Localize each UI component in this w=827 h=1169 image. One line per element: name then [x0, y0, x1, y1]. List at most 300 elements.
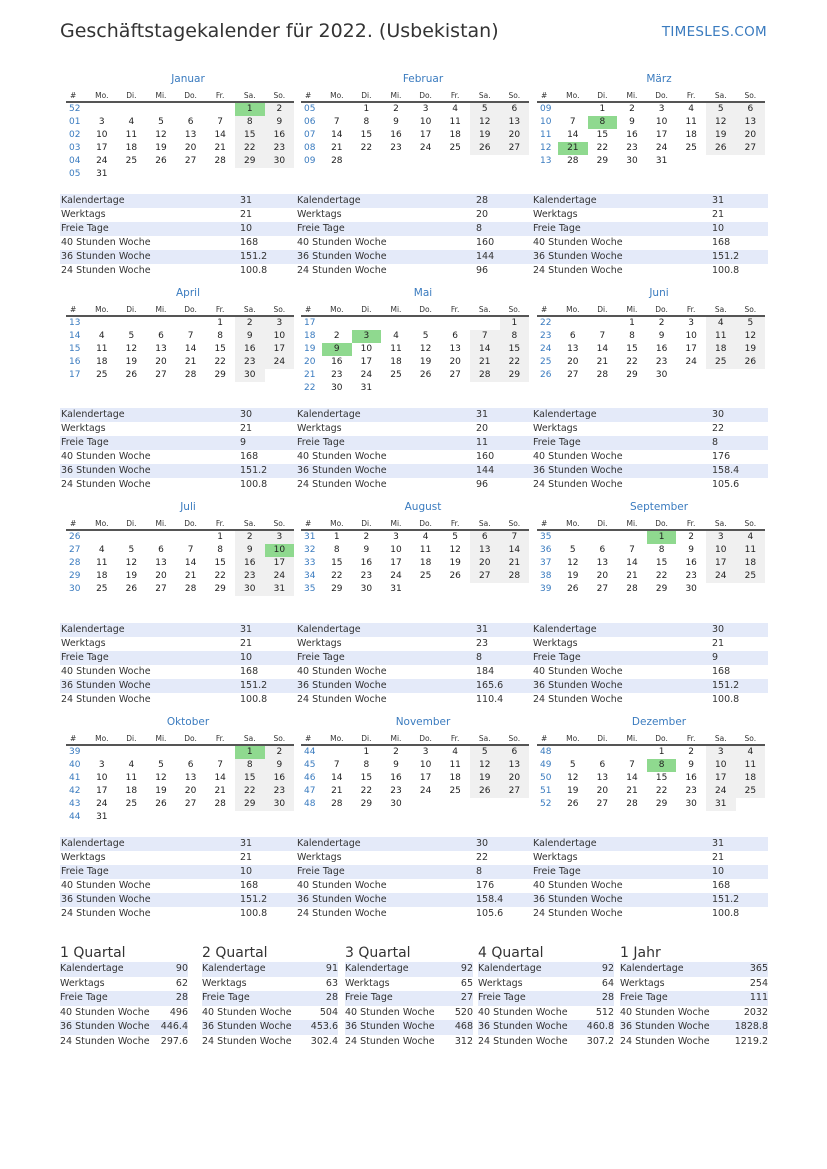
day-cell[interactable]: 12 [419, 344, 432, 354]
day-cell[interactable]: 21 [331, 786, 343, 796]
day-cell[interactable]: 21 [626, 571, 638, 581]
day-cell[interactable]: 16 [265, 129, 295, 142]
day-cell[interactable]: 10 [265, 544, 295, 557]
day-cell[interactable]: 28 [470, 369, 500, 382]
day-cell[interactable]: 2 [629, 104, 635, 114]
day-cell[interactable]: 1 [363, 747, 370, 757]
day-cell[interactable]: 21 [184, 357, 197, 367]
day-cell[interactable]: 5 [452, 532, 459, 542]
day-cell[interactable]: 28 [626, 584, 638, 594]
day-cell[interactable]: 4 [452, 747, 459, 757]
day-cell[interactable]: 13 [736, 116, 766, 129]
day-cell[interactable]: 20 [500, 129, 530, 142]
day-cell[interactable]: 7 [217, 760, 224, 770]
day-cell[interactable]: 11 [736, 544, 766, 557]
day-cell[interactable]: 14 [214, 130, 226, 140]
day-cell[interactable]: 27 [596, 584, 609, 594]
day-cell[interactable]: 26 [470, 142, 500, 155]
day-cell[interactable]: 22 [235, 785, 265, 798]
day-cell[interactable]: 15 [331, 558, 343, 568]
day-cell[interactable]: 10 [96, 773, 108, 783]
day-cell[interactable]: 29 [214, 584, 226, 594]
day-cell[interactable]: 22 [235, 142, 265, 155]
day-cell[interactable]: 29 [331, 584, 343, 594]
day-cell[interactable]: 27 [500, 142, 530, 155]
day-cell[interactable]: 14 [500, 544, 530, 557]
day-cell[interactable]: 23 [331, 370, 343, 380]
day-cell[interactable]: 26 [125, 370, 138, 380]
day-cell[interactable]: 2 [658, 318, 665, 328]
day-cell[interactable]: 31 [96, 812, 108, 822]
day-cell[interactable]: 28 [500, 570, 530, 583]
day-cell[interactable]: 15 [214, 558, 226, 568]
day-cell[interactable]: 25 [96, 584, 108, 594]
day-cell[interactable]: 24 [706, 570, 736, 583]
day-cell[interactable]: 27 [184, 156, 197, 166]
day-cell[interactable]: 5 [569, 545, 576, 555]
day-cell[interactable]: 11 [390, 344, 402, 354]
day-cell[interactable]: 7 [500, 531, 530, 544]
day-cell[interactable]: 28 [626, 799, 638, 809]
day-cell[interactable]: 12 [567, 773, 579, 783]
day-cell[interactable]: 25 [449, 143, 461, 153]
day-cell[interactable]: 6 [187, 117, 194, 127]
day-cell[interactable]: 9 [658, 331, 665, 341]
day-cell[interactable]: 1 [235, 746, 265, 759]
day-cell[interactable]: 29 [214, 370, 226, 380]
day-cell[interactable]: 9 [393, 117, 399, 127]
day-cell[interactable]: 23 [265, 142, 295, 155]
day-cell[interactable]: 11 [125, 130, 138, 140]
day-cell[interactable]: 16 [390, 130, 402, 140]
day-cell[interactable]: 17 [265, 343, 295, 356]
day-cell[interactable]: 3 [265, 317, 295, 330]
day-cell[interactable]: 25 [419, 571, 432, 581]
day-cell[interactable]: 21 [596, 357, 609, 367]
day-cell[interactable]: 26 [155, 156, 167, 166]
day-cell[interactable]: 30 [265, 798, 295, 811]
day-cell[interactable]: 17 [96, 786, 108, 796]
day-cell[interactable]: 6 [736, 103, 766, 116]
day-cell[interactable]: 10 [390, 545, 402, 555]
day-cell[interactable]: 17 [655, 130, 668, 140]
day-cell[interactable]: 21 [214, 143, 226, 153]
day-cell[interactable]: 14 [596, 344, 609, 354]
day-cell[interactable]: 5 [706, 103, 736, 116]
day-cell[interactable]: 7 [187, 331, 194, 341]
day-cell[interactable]: 26 [567, 584, 579, 594]
day-cell[interactable]: 30 [235, 369, 265, 382]
day-cell[interactable]: 4 [736, 531, 766, 544]
day-cell[interactable]: 27 [596, 799, 609, 809]
day-cell[interactable]: 3 [98, 760, 105, 770]
day-cell[interactable]: 24 [419, 143, 432, 153]
day-cell[interactable]: 28 [214, 799, 226, 809]
brand-logo[interactable]: TIMESLES.COM [661, 24, 767, 40]
day-cell[interactable]: 4 [98, 331, 105, 341]
day-cell[interactable]: 27 [736, 142, 766, 155]
day-cell[interactable]: 15 [360, 130, 373, 140]
day-cell[interactable]: 31 [706, 798, 736, 811]
day-cell[interactable]: 14 [567, 130, 579, 140]
day-cell[interactable]: 7 [187, 545, 194, 555]
day-cell[interactable]: 21 [626, 786, 638, 796]
day-cell[interactable]: 17 [685, 344, 697, 354]
day-cell[interactable]: 31 [265, 583, 295, 596]
day-cell[interactable]: 30 [685, 584, 697, 594]
day-cell[interactable]: 30 [626, 156, 638, 166]
day-cell[interactable]: 3 [265, 531, 295, 544]
day-cell[interactable]: 24 [265, 356, 295, 369]
day-cell[interactable]: 27 [184, 799, 197, 809]
day-cell[interactable]: 3 [352, 330, 382, 343]
day-cell[interactable]: 8 [235, 116, 265, 129]
day-cell[interactable]: 1 [235, 103, 265, 116]
day-cell[interactable]: 13 [184, 773, 197, 783]
day-cell[interactable]: 15 [235, 129, 265, 142]
day-cell[interactable]: 20 [736, 129, 766, 142]
day-cell[interactable]: 23 [685, 571, 697, 581]
day-cell[interactable]: 26 [155, 799, 167, 809]
day-cell[interactable]: 7 [629, 545, 635, 555]
day-cell[interactable]: 8 [500, 330, 530, 343]
day-cell[interactable]: 1 [333, 532, 340, 542]
day-cell[interactable]: 9 [629, 117, 635, 127]
day-cell[interactable]: 12 [470, 759, 500, 772]
day-cell[interactable]: 11 [449, 760, 461, 770]
day-cell[interactable]: 13 [500, 116, 530, 129]
day-cell[interactable]: 11 [96, 344, 108, 354]
day-cell[interactable]: 11 [125, 773, 138, 783]
day-cell[interactable]: 2 [393, 104, 399, 114]
day-cell[interactable]: 6 [569, 331, 576, 341]
day-cell[interactable]: 7 [470, 330, 500, 343]
day-cell[interactable]: 17 [360, 357, 373, 367]
day-cell[interactable]: 18 [390, 357, 402, 367]
day-cell[interactable]: 25 [736, 570, 766, 583]
day-cell[interactable]: 31 [390, 584, 402, 594]
day-cell[interactable]: 9 [265, 116, 295, 129]
day-cell[interactable]: 25 [449, 786, 461, 796]
day-cell[interactable]: 21 [470, 356, 500, 369]
day-cell[interactable]: 4 [452, 104, 459, 114]
day-cell[interactable]: 21 [214, 786, 226, 796]
day-cell[interactable]: 31 [655, 156, 668, 166]
day-cell[interactable]: 27 [567, 370, 579, 380]
day-cell[interactable]: 5 [470, 103, 500, 116]
day-cell[interactable]: 12 [567, 558, 579, 568]
day-cell[interactable]: 14 [331, 130, 343, 140]
day-cell[interactable]: 12 [470, 116, 500, 129]
day-cell[interactable]: 6 [187, 760, 194, 770]
day-cell[interactable]: 26 [125, 584, 138, 594]
day-cell[interactable]: 8 [333, 545, 340, 555]
day-cell[interactable]: 20 [500, 772, 530, 785]
day-cell[interactable]: 24 [96, 156, 108, 166]
day-cell[interactable]: 22 [500, 356, 530, 369]
day-cell[interactable]: 1 [647, 531, 677, 544]
day-cell[interactable]: 5 [128, 331, 135, 341]
day-cell[interactable]: 4 [706, 317, 736, 330]
day-cell[interactable]: 26 [567, 799, 579, 809]
day-cell[interactable]: 2 [688, 532, 695, 542]
day-cell[interactable]: 23 [655, 357, 668, 367]
day-cell[interactable]: 5 [422, 331, 429, 341]
day-cell[interactable]: 16 [655, 344, 668, 354]
day-cell[interactable]: 18 [125, 143, 138, 153]
day-cell[interactable]: 20 [184, 143, 197, 153]
day-cell[interactable]: 18 [449, 130, 461, 140]
day-cell[interactable]: 12 [125, 558, 138, 568]
day-cell[interactable]: 22 [655, 571, 668, 581]
day-cell[interactable]: 11 [419, 545, 432, 555]
day-cell[interactable]: 2 [235, 531, 265, 544]
day-cell[interactable]: 28 [184, 584, 197, 594]
day-cell[interactable]: 1 [217, 318, 224, 328]
day-cell[interactable]: 18 [419, 558, 432, 568]
day-cell[interactable]: 29 [360, 799, 373, 809]
day-cell[interactable]: 14 [184, 344, 197, 354]
day-cell[interactable]: 15 [626, 344, 638, 354]
day-cell[interactable]: 26 [449, 571, 461, 581]
day-cell[interactable]: 24 [96, 799, 108, 809]
day-cell[interactable]: 11 [736, 759, 766, 772]
day-cell[interactable]: 25 [390, 370, 402, 380]
day-cell[interactable]: 4 [128, 760, 135, 770]
day-cell[interactable]: 29 [500, 369, 530, 382]
day-cell[interactable]: 22 [214, 571, 226, 581]
day-cell[interactable]: 29 [655, 584, 668, 594]
day-cell[interactable]: 20 [155, 357, 167, 367]
day-cell[interactable]: 1 [363, 104, 370, 114]
day-cell[interactable]: 26 [706, 142, 736, 155]
day-cell[interactable]: 28 [331, 156, 343, 166]
day-cell[interactable]: 9 [363, 545, 370, 555]
day-cell[interactable]: 11 [706, 330, 736, 343]
day-cell[interactable]: 10 [265, 330, 295, 343]
day-cell[interactable]: 3 [98, 117, 105, 127]
day-cell[interactable]: 23 [235, 570, 265, 583]
day-cell[interactable]: 20 [470, 557, 500, 570]
day-cell[interactable]: 12 [706, 116, 736, 129]
day-cell[interactable]: 18 [96, 357, 108, 367]
day-cell[interactable]: 19 [155, 786, 167, 796]
day-cell[interactable]: 5 [158, 760, 164, 770]
day-cell[interactable]: 30 [360, 584, 373, 594]
day-cell[interactable]: 23 [685, 786, 697, 796]
day-cell[interactable]: 8 [363, 117, 370, 127]
day-cell[interactable]: 14 [470, 343, 500, 356]
day-cell[interactable]: 17 [96, 143, 108, 153]
day-cell[interactable]: 1 [217, 532, 224, 542]
day-cell[interactable]: 7 [569, 117, 576, 127]
day-cell[interactable]: 30 [655, 370, 668, 380]
day-cell[interactable]: 18 [736, 772, 766, 785]
day-cell[interactable]: 7 [333, 760, 340, 770]
day-cell[interactable]: 15 [235, 772, 265, 785]
day-cell[interactable]: 30 [265, 155, 295, 168]
day-cell[interactable]: 17 [706, 772, 736, 785]
day-cell[interactable]: 16 [685, 558, 697, 568]
day-cell[interactable]: 24 [265, 570, 295, 583]
day-cell[interactable]: 16 [265, 772, 295, 785]
day-cell[interactable]: 9 [393, 760, 399, 770]
day-cell[interactable]: 16 [331, 357, 343, 367]
day-cell[interactable]: 23 [390, 143, 402, 153]
day-cell[interactable]: 12 [449, 545, 461, 555]
day-cell[interactable]: 19 [449, 558, 461, 568]
day-cell[interactable]: 21 [331, 143, 343, 153]
day-cell[interactable]: 1 [658, 747, 665, 757]
day-cell[interactable]: 30 [235, 583, 265, 596]
day-cell[interactable]: 26 [736, 356, 766, 369]
day-cell[interactable]: 5 [158, 117, 164, 127]
day-cell[interactable]: 17 [419, 773, 432, 783]
day-cell[interactable]: 30 [390, 799, 402, 809]
day-cell[interactable]: 4 [736, 746, 766, 759]
day-cell[interactable]: 25 [125, 799, 138, 809]
day-cell[interactable]: 13 [155, 558, 167, 568]
day-cell[interactable]: 24 [685, 357, 697, 367]
day-cell[interactable]: 2 [265, 746, 295, 759]
day-cell[interactable]: 13 [449, 344, 461, 354]
day-cell[interactable]: 4 [98, 545, 105, 555]
day-cell[interactable]: 21 [500, 557, 530, 570]
day-cell[interactable]: 10 [655, 117, 668, 127]
day-cell[interactable]: 15 [500, 343, 530, 356]
day-cell[interactable]: 2 [265, 103, 295, 116]
day-cell[interactable]: 20 [155, 571, 167, 581]
day-cell[interactable]: 19 [419, 357, 432, 367]
day-cell[interactable]: 31 [96, 169, 108, 179]
day-cell[interactable]: 13 [596, 558, 609, 568]
day-cell[interactable]: 13 [596, 773, 609, 783]
day-cell[interactable]: 10 [706, 544, 736, 557]
day-cell[interactable]: 16 [235, 343, 265, 356]
day-cell[interactable]: 3 [658, 104, 665, 114]
day-cell[interactable]: 31 [360, 383, 373, 393]
day-cell[interactable]: 27 [155, 584, 167, 594]
day-cell[interactable]: 25 [125, 156, 138, 166]
day-cell[interactable]: 13 [567, 344, 579, 354]
day-cell[interactable]: 17 [265, 557, 295, 570]
day-cell[interactable]: 25 [706, 356, 736, 369]
day-cell[interactable]: 27 [470, 570, 500, 583]
day-cell[interactable]: 6 [599, 545, 606, 555]
day-cell[interactable]: 14 [626, 773, 638, 783]
day-cell[interactable]: 14 [331, 773, 343, 783]
day-cell[interactable]: 12 [736, 330, 766, 343]
day-cell[interactable]: 5 [569, 760, 576, 770]
day-cell[interactable]: 28 [184, 370, 197, 380]
day-cell[interactable]: 29 [235, 155, 265, 168]
day-cell[interactable]: 12 [155, 130, 167, 140]
day-cell[interactable]: 22 [331, 571, 343, 581]
day-cell[interactable]: 11 [685, 117, 697, 127]
day-cell[interactable]: 2 [235, 317, 265, 330]
day-cell[interactable]: 27 [500, 785, 530, 798]
day-cell[interactable]: 20 [449, 357, 461, 367]
day-cell[interactable]: 28 [567, 156, 579, 166]
day-cell[interactable]: 10 [685, 331, 697, 341]
day-cell[interactable]: 11 [96, 558, 108, 568]
day-cell[interactable]: 19 [125, 357, 138, 367]
day-cell[interactable]: 18 [125, 786, 138, 796]
day-cell[interactable]: 26 [470, 785, 500, 798]
day-cell[interactable]: 22 [360, 786, 373, 796]
day-cell[interactable]: 19 [567, 786, 579, 796]
day-cell[interactable]: 9 [688, 545, 695, 555]
day-cell[interactable]: 25 [736, 785, 766, 798]
day-cell[interactable]: 27 [449, 370, 461, 380]
day-cell[interactable]: 15 [214, 344, 226, 354]
day-cell[interactable]: 9 [322, 343, 352, 356]
day-cell[interactable]: 22 [596, 143, 609, 153]
day-cell[interactable]: 26 [419, 370, 432, 380]
day-cell[interactable]: 17 [706, 557, 736, 570]
day-cell[interactable]: 8 [217, 331, 224, 341]
day-cell[interactable]: 17 [419, 130, 432, 140]
day-cell[interactable]: 9 [235, 330, 265, 343]
day-cell[interactable]: 16 [626, 130, 638, 140]
day-cell[interactable]: 14 [626, 558, 638, 568]
day-cell[interactable]: 18 [449, 773, 461, 783]
day-cell[interactable]: 6 [158, 545, 164, 555]
day-cell[interactable]: 27 [155, 370, 167, 380]
day-cell[interactable]: 2 [393, 747, 399, 757]
day-cell[interactable]: 8 [363, 760, 370, 770]
day-cell[interactable]: 24 [390, 571, 402, 581]
day-cell[interactable]: 7 [217, 117, 224, 127]
day-cell[interactable]: 29 [655, 799, 668, 809]
day-cell[interactable]: 3 [422, 104, 429, 114]
day-cell[interactable]: 7 [599, 331, 606, 341]
day-cell[interactable]: 28 [596, 370, 609, 380]
day-cell[interactable]: 5 [128, 545, 135, 555]
day-cell[interactable]: 23 [235, 356, 265, 369]
day-cell[interactable]: 13 [155, 344, 167, 354]
day-cell[interactable]: 6 [599, 760, 606, 770]
day-cell[interactable]: 15 [655, 773, 668, 783]
day-cell[interactable]: 4 [422, 532, 429, 542]
day-cell[interactable]: 20 [596, 786, 609, 796]
day-cell[interactable]: 19 [736, 343, 766, 356]
day-cell[interactable]: 8 [658, 545, 665, 555]
day-cell[interactable]: 19 [125, 571, 138, 581]
day-cell[interactable]: 8 [217, 545, 224, 555]
day-cell[interactable]: 17 [390, 558, 402, 568]
day-cell[interactable]: 7 [629, 760, 635, 770]
day-cell[interactable]: 23 [390, 786, 402, 796]
day-cell[interactable]: 10 [419, 117, 432, 127]
day-cell[interactable]: 15 [596, 130, 609, 140]
day-cell[interactable]: 30 [331, 383, 343, 393]
day-cell[interactable]: 6 [500, 746, 530, 759]
day-cell[interactable]: 19 [470, 772, 500, 785]
day-cell[interactable]: 22 [360, 143, 373, 153]
day-cell[interactable]: 18 [706, 343, 736, 356]
day-cell[interactable]: 12 [155, 773, 167, 783]
day-cell[interactable]: 19 [706, 129, 736, 142]
day-cell[interactable]: 16 [390, 773, 402, 783]
day-cell[interactable]: 1 [500, 317, 530, 330]
day-cell[interactable]: 18 [96, 571, 108, 581]
day-cell[interactable]: 29 [596, 156, 609, 166]
day-cell[interactable]: 25 [96, 370, 108, 380]
day-cell[interactable]: 8 [629, 331, 635, 341]
day-cell[interactable]: 2 [333, 331, 340, 341]
day-cell[interactable]: 10 [419, 760, 432, 770]
